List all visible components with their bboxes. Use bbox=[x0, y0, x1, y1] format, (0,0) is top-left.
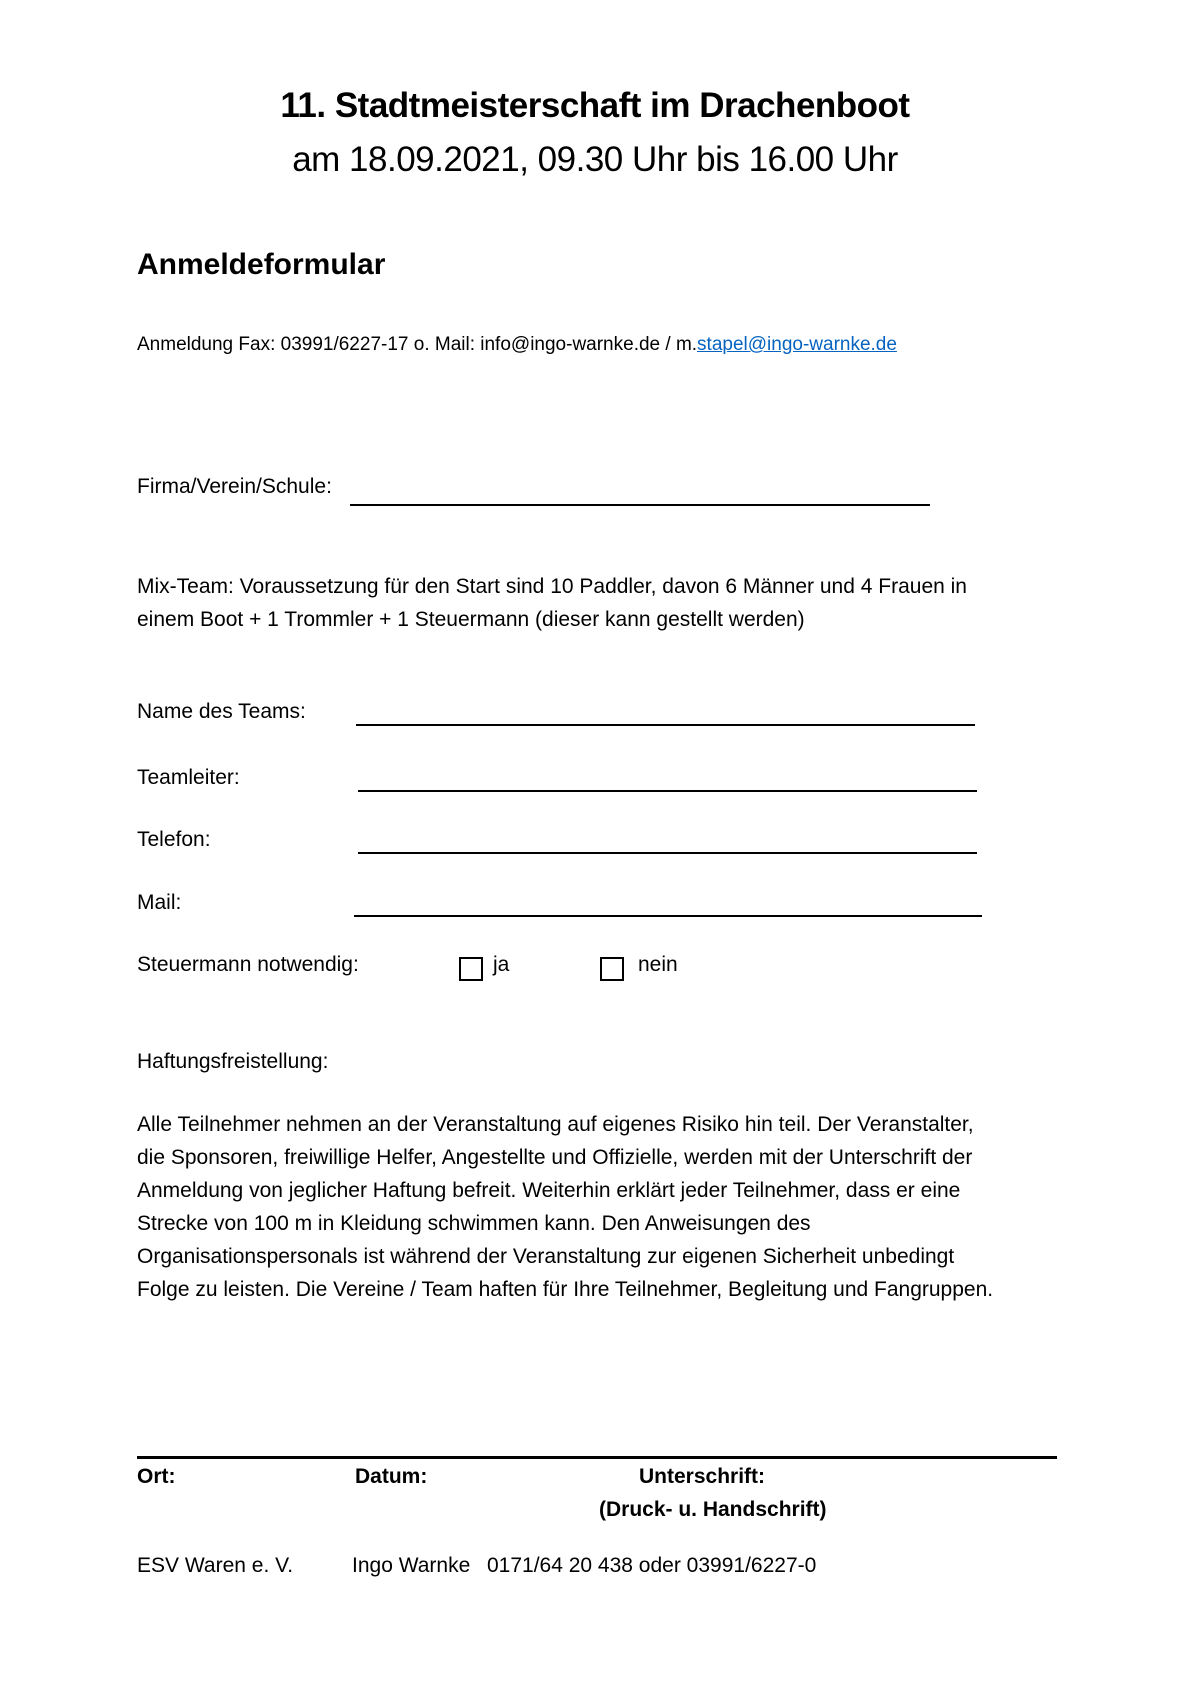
signature-divider bbox=[137, 1456, 1057, 1459]
organizer-contact-name: Ingo Warnke bbox=[352, 1554, 471, 1577]
organizer-contact-phone: 0171/64 20 438 oder 03991/6227-0 bbox=[487, 1554, 817, 1577]
mail-input-line[interactable] bbox=[354, 893, 982, 917]
email-link[interactable]: stapel@ingo-warnke.de bbox=[697, 334, 897, 355]
phone-label: Telefon: bbox=[137, 828, 211, 851]
datum-label: Datum: bbox=[355, 1465, 428, 1488]
form-title: Anmeldeformular bbox=[137, 248, 386, 281]
liability-heading: Haftungsfreistellung: bbox=[137, 1050, 329, 1073]
event-date-subtitle: am 18.09.2021, 09.30 Uhr bis 16.00 Uhr bbox=[292, 140, 898, 179]
contact-line bbox=[137, 334, 897, 356]
steuermann-no-checkbox[interactable] bbox=[600, 957, 624, 981]
organizer-name: ESV Waren e. V. bbox=[137, 1554, 294, 1577]
phone-input-line[interactable] bbox=[358, 830, 977, 854]
liability-paragraph bbox=[137, 1108, 993, 1306]
unterschrift-sub-label: (Druck- u. Handschrift) bbox=[599, 1498, 827, 1521]
steuermann-no-label: nein bbox=[638, 953, 678, 976]
unterschrift-label: Unterschrift: bbox=[639, 1465, 766, 1488]
liability-line1: Alle Teilnehmer nehmen an der Veranstaltung auf eigenes Risiko hin teil. Der Veranstalter, bbox=[137, 1113, 974, 1136]
team-leader-label: Teamleiter: bbox=[137, 766, 240, 789]
mail-label: Mail: bbox=[137, 891, 182, 914]
team-leader-input-line[interactable] bbox=[358, 768, 977, 792]
mix-team-note-line2: einem Boot + 1 Trommler + 1 Steuermann (dieser kann gestellt werden) bbox=[137, 608, 805, 631]
steuermann-yes-checkbox[interactable] bbox=[459, 957, 483, 981]
team-name-label: Name des Teams: bbox=[137, 700, 306, 723]
liability-line3: Anmeldung von jeglicher Haftung befreit. Weiterhin erklärt jeder Teilnehmer, dass er eine bbox=[137, 1179, 961, 1202]
ort-label: Ort: bbox=[137, 1465, 176, 1488]
steuermann-label: Steuermann notwendig: bbox=[137, 953, 359, 976]
liability-line5: Organisationspersonals ist während der Veranstaltung zur eigenen Sicherheit unbedingt bbox=[137, 1245, 955, 1268]
event-title: 11. Stadtmeisterschaft im Drachenboot bbox=[280, 86, 910, 125]
firma-label: Firma/Verein/Schule: bbox=[137, 475, 332, 498]
liability-line4: Strecke von 100 m in Kleidung schwimmen kann. Den Anweisungen des bbox=[137, 1212, 811, 1235]
firma-input-line[interactable] bbox=[350, 482, 930, 506]
mix-team-note-line1: Mix-Team: Voraussetzung für den Start sind 10 Paddler, davon 6 Männer und 4 Frauen in bbox=[137, 575, 967, 598]
contact-text: Anmeldung Fax: 03991/6227-17 o. Mail: info@ingo-warnke.de / m. bbox=[137, 334, 698, 355]
mix-team-note bbox=[137, 570, 967, 636]
team-name-input-line[interactable] bbox=[356, 702, 975, 726]
liability-line6: Folge zu leisten. Die Vereine / Team haften für Ihre Teilnehmer, Begleitung und Fangruppen. bbox=[137, 1278, 994, 1301]
steuermann-yes-label: ja bbox=[493, 953, 510, 976]
liability-line2: die Sponsoren, freiwillige Helfer, Angestellte und Offizielle, werden mit der Unterschrift der bbox=[137, 1146, 973, 1169]
